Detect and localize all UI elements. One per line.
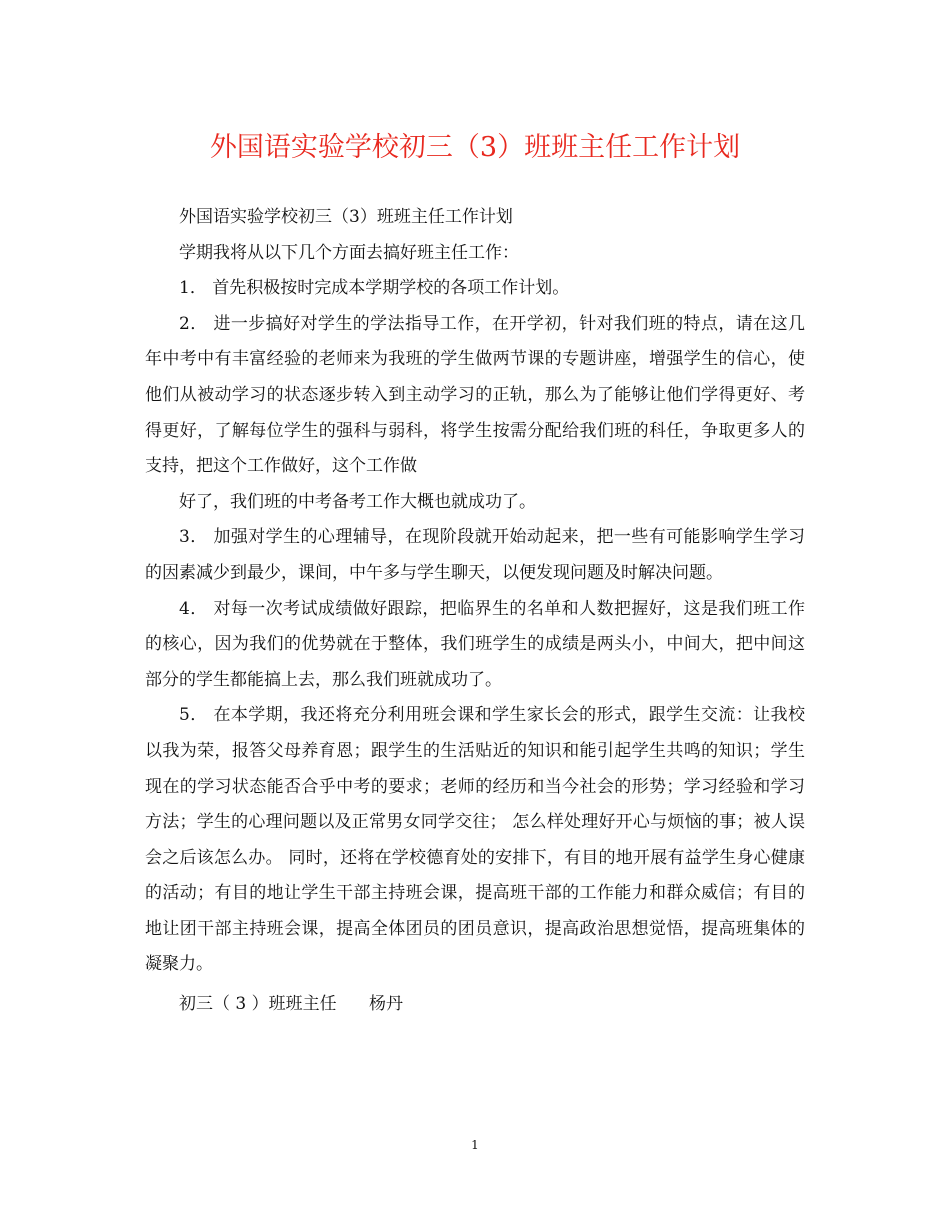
body-paragraph-item-5: 5． 在本学期，我还将充分利用班会课和学生家长会的形式，跟学生交流：让我校以我为荣，报答父母养育恩；跟学生的生活贴近的知识和能引起学生共鸣的知识；学生现在的学习状态能否合乎中考的要求；老师的经历和当今社会的形势；学习经验和学习方法；学生的心理问题以及正常男女同学交往； 怎么样处理好开心与烦恼的事；被人误会之后该怎么办。 同时，还将在学校德育处的安排下，有目的地开展有益学生身心健康的活动；有目的地让学生干部主持班会课，提高班干部的工作能力和群众威信；有目的地让团干部主持班会课，提高全体团员的团员意识，提高政治思想觉悟，提高班集体的凝聚力。 xyxy=(145,705,805,975)
body-paragraph-item-4: 4． 对每一次考试成绩做好跟踪，把临界生的名单和人数把握好，这是我们班工作的核心，因为我们的优势就在于整体，我们班学生的成绩是两头小，中间大，把中间这部分的学生都能搞上去，那么我们班就成功了。 xyxy=(145,598,805,690)
page-number: 1 xyxy=(471,1138,479,1152)
signature-line: 初三（ 3 ）班班主任 杨丹 xyxy=(179,994,404,1015)
body-paragraph-intro: 学期我将从以下几个方面去搞好班主任工作： xyxy=(179,242,519,263)
body-paragraph-item-1: 1． 首先积极按时完成本学期学校的各项工作计划。 xyxy=(179,278,570,299)
body-paragraph-item-2: 2． 进一步搞好对学生的学法指导工作，在开学初，针对我们班的特点，请在这几年中考中有丰富经验的老师来为我班的学生做两节课的专题讲座，增强学生的信心，使他们从被动学习的状态逐步转入到主动学习的正轨，那么为了能够让他们学得更好、考得更好，了解每位学生的强科与弱科，将学生按需分配给我们班的科任，争取更多人的支持，把这个工作做好，这个工作做 xyxy=(145,313,805,477)
document-title: 外国语实验学校初三（3）班班主任工作计划 xyxy=(209,132,741,163)
body-paragraph-heading: 外国语实验学校初三（3）班班主任工作计划 xyxy=(179,207,513,227)
body-paragraph-item-2-cont: 好了，我们班的中考备考工作大概也就成功了。 xyxy=(179,491,536,512)
body-paragraph-item-3: 3． 加强对学生的心理辅导，在现阶段就开始动起来，把一些有可能影响学生学习的因素减少到最少，课间，中午多与学生聊天，以便发现问题及时解决问题。 xyxy=(145,527,805,583)
document-body xyxy=(145,200,805,1023)
